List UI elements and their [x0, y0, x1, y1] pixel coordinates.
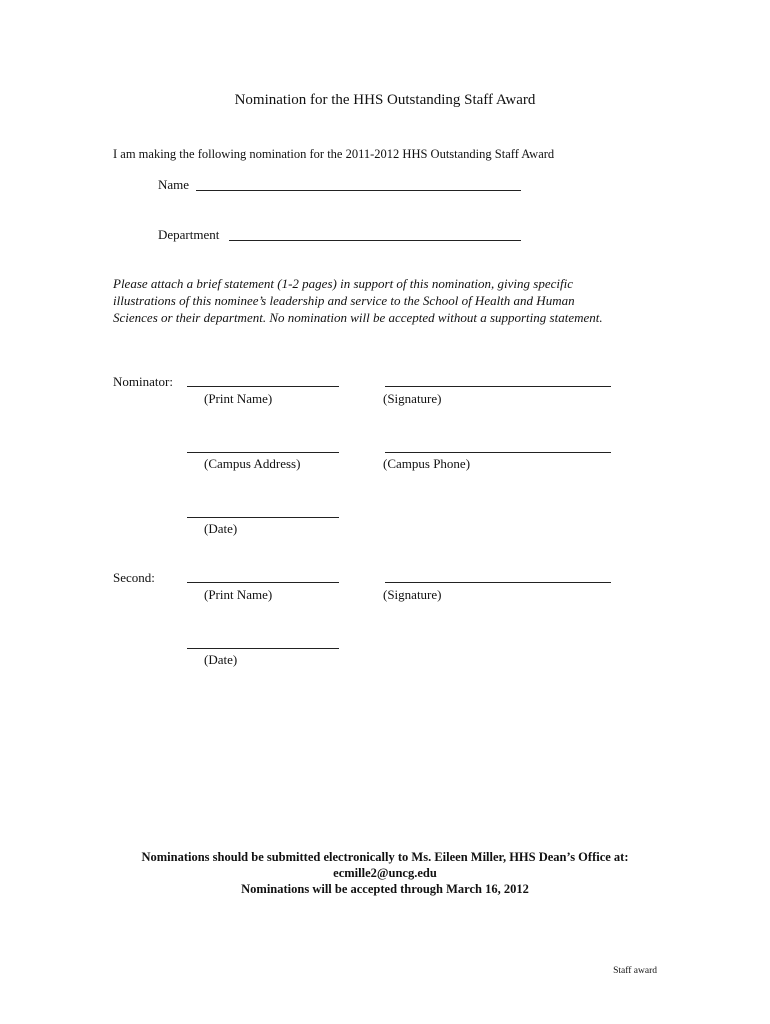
nominator-label: Nominator: — [113, 374, 173, 389]
nominator-date-field[interactable] — [187, 517, 339, 518]
submission-email: ecmille2@uncg.edu — [333, 866, 437, 880]
nominator-signature-field[interactable] — [385, 386, 611, 387]
name-label: Name — [158, 177, 190, 192]
page-title: Nomination for the HHS Outstanding Staff Award — [234, 92, 536, 108]
second-label: Second: — [113, 570, 155, 585]
nominator-signature-caption: (Signature) — [383, 391, 442, 406]
second-date-caption: (Date) — [204, 652, 238, 667]
intro-text: I am making the following nomination for the 2011-2012 HHS Outstanding Staff Award — [113, 147, 555, 161]
statement-instructions — [113, 275, 673, 326]
statement-line: Sciences or their department. No nomination will be accepted without a supporting statement. — [113, 310, 603, 325]
submission-line: Nominations should be submitted electronically to Ms. Eileen Miller, HHS Dean’s Office at: — [141, 850, 629, 864]
page-footer: Staff award — [613, 966, 657, 976]
nominator-print-name-caption: (Print Name) — [204, 391, 273, 406]
nominator-campus-address-field[interactable] — [187, 452, 339, 453]
nominator-print-name-field[interactable] — [187, 386, 339, 387]
department-field[interactable] — [229, 240, 521, 241]
second-date-field[interactable] — [187, 648, 339, 649]
submission-deadline: Nominations will be accepted through March 16, 2012 — [241, 882, 529, 896]
statement-line: Please attach a brief statement (1-2 pages) in support of this nomination, giving specific — [113, 276, 573, 291]
second-print-name-caption: (Print Name) — [204, 587, 273, 602]
nominator-campus-address-caption: (Campus Address) — [204, 456, 301, 471]
statement-line: illustrations of this nominee’s leadership and service to the School of Health and Human — [113, 293, 575, 308]
nominator-date-caption: (Date) — [204, 521, 238, 536]
name-field[interactable] — [196, 190, 521, 191]
nominator-campus-phone-field[interactable] — [385, 452, 611, 453]
department-label: Department — [158, 227, 220, 242]
second-print-name-field[interactable] — [187, 582, 339, 583]
submission-instructions — [0, 849, 770, 897]
second-signature-field[interactable] — [385, 582, 611, 583]
second-signature-caption: (Signature) — [383, 587, 442, 602]
nominator-campus-phone-caption: (Campus Phone) — [383, 456, 471, 471]
